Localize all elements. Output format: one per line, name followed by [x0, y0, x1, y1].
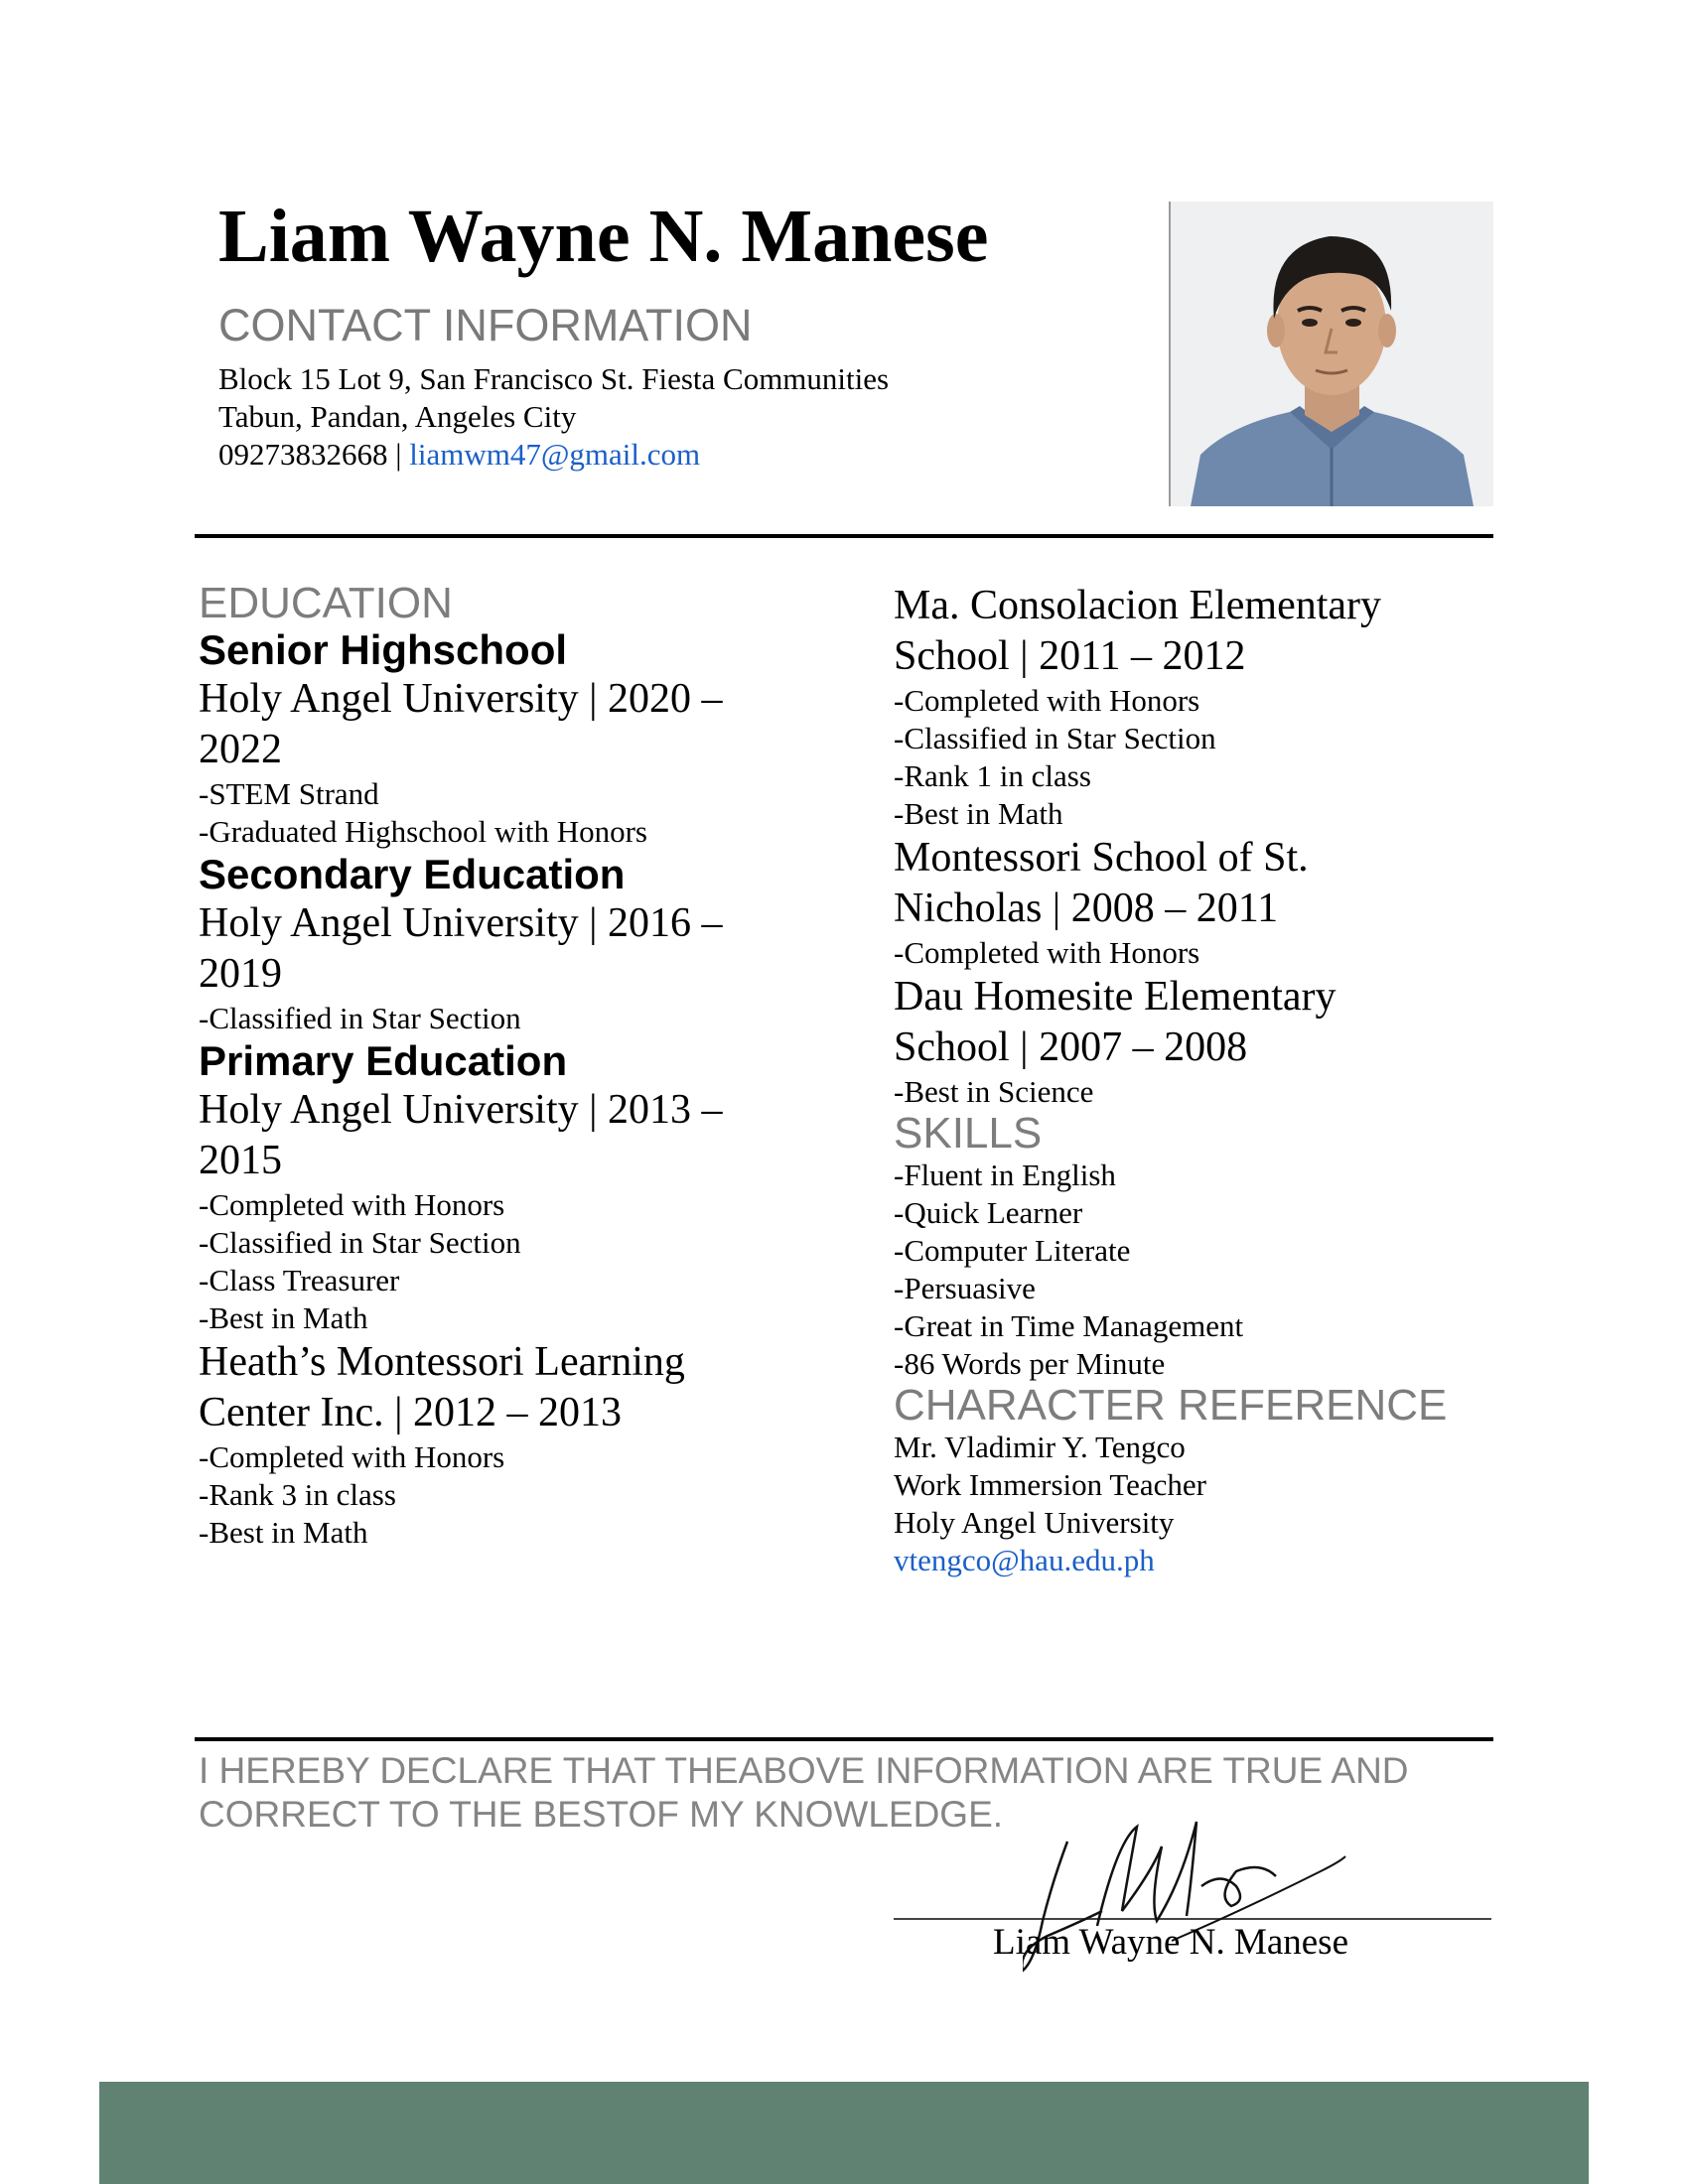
declaration-line-1: I HEREBY DECLARE THAT THEABOVE INFORMATION ARE TRUE AND: [199, 1750, 1409, 1791]
reference-name: Mr. Vladimir Y. Tengco: [894, 1430, 1186, 1464]
primary-school-line: School | 2007 – 2008: [894, 1024, 1248, 1070]
primary-school-line: Nicholas | 2008 – 2011: [894, 886, 1279, 931]
left-column: [199, 581, 794, 1552]
secondary-education-title: Secondary Education: [199, 851, 626, 897]
profile-photo: [1169, 202, 1493, 506]
email-link[interactable]: liamwm47@gmail.com: [409, 437, 701, 472]
skills-heading: SKILLS: [894, 1109, 1043, 1158]
separator: |: [395, 437, 402, 472]
skill-item: -86 Words per Minute: [894, 1346, 1166, 1381]
detail-item: -Classified in Star Section: [894, 721, 1216, 755]
header-divider: [195, 534, 1493, 538]
primary-school-line: Holy Angel University | 2013 –: [199, 1087, 723, 1133]
skill-item: -Quick Learner: [894, 1195, 1083, 1230]
secondary-school: Holy Angel University | 2016 –: [199, 900, 723, 946]
declaration-line-2: CORRECT TO THE BESTOF MY KNOWLEDGE.: [199, 1794, 1004, 1835]
skill-item: -Fluent in English: [894, 1158, 1116, 1192]
detail-item: -Graduated Highschool with Honors: [199, 814, 647, 849]
skill-item: -Computer Literate: [894, 1233, 1131, 1268]
resume-name: Liam Wayne N. Manese: [218, 195, 989, 278]
primary-school-line: Dau Homesite Elementary: [894, 974, 1336, 1020]
skill-item: -Persuasive: [894, 1271, 1036, 1305]
reference-role: Work Immersion Teacher: [894, 1467, 1206, 1502]
detail-item: -Completed with Honors: [199, 1187, 505, 1222]
detail-item: -Rank 3 in class: [199, 1477, 396, 1512]
detail-item: -Best in Math: [199, 1300, 368, 1335]
reference-email-link[interactable]: vtengco@hau.edu.ph: [894, 1543, 1155, 1577]
contact-heading: CONTACT INFORMATION: [218, 300, 753, 350]
primary-school-line: Heath’s Montessori Learning: [199, 1339, 685, 1385]
education-heading: EDUCATION: [199, 579, 453, 627]
secondary-years: 2019: [199, 951, 282, 997]
primary-education-title: Primary Education: [199, 1037, 568, 1084]
detail-item: -Best in Math: [894, 796, 1063, 831]
address-line-1: Block 15 Lot 9, San Francisco St. Fiesta Communities: [218, 361, 890, 396]
senior-highschool-years: 2022: [199, 727, 282, 772]
senior-highschool-title: Senior Highschool: [199, 626, 568, 673]
character-reference-heading: CHARACTER REFERENCE: [894, 1381, 1448, 1430]
signer-name: Liam Wayne N. Manese: [993, 1922, 1349, 1963]
senior-highschool-school: Holy Angel University | 2020 –: [199, 676, 723, 722]
primary-school-line: Ma. Consolacion Elementary: [894, 583, 1382, 628]
detail-item: -Rank 1 in class: [894, 758, 1091, 793]
detail-item: -Completed with Honors: [894, 683, 1200, 718]
phone-email-line: [218, 439, 700, 470]
declaration-divider: [195, 1737, 1493, 1741]
detail-item: -Completed with Honors: [894, 935, 1200, 970]
reference-institution: Holy Angel University: [894, 1505, 1175, 1540]
footer-band: [99, 2082, 1589, 2184]
detail-item: -Classified in Star Section: [199, 1225, 521, 1260]
primary-school-line: 2015: [199, 1138, 282, 1183]
detail-item: -Class Treasurer: [199, 1263, 400, 1297]
portrait-illustration: [1171, 202, 1493, 506]
primary-school-line: School | 2011 – 2012: [894, 633, 1246, 679]
detail-item: -Best in Math: [199, 1515, 368, 1550]
detail-item: -Completed with Honors: [199, 1439, 505, 1474]
address-line-2: Tabun, Pandan, Angeles City: [218, 399, 577, 434]
detail-item: -Best in Science: [894, 1074, 1094, 1109]
primary-school-line: Montessori School of St.: [894, 835, 1309, 881]
phone-number: 09273832668: [218, 437, 388, 472]
right-column: [894, 581, 1489, 1579]
primary-school-line: Center Inc. | 2012 – 2013: [199, 1390, 622, 1435]
skill-item: -Great in Time Management: [894, 1308, 1244, 1343]
detail-item: -Classified in Star Section: [199, 1001, 521, 1035]
detail-item: -STEM Strand: [199, 776, 379, 811]
